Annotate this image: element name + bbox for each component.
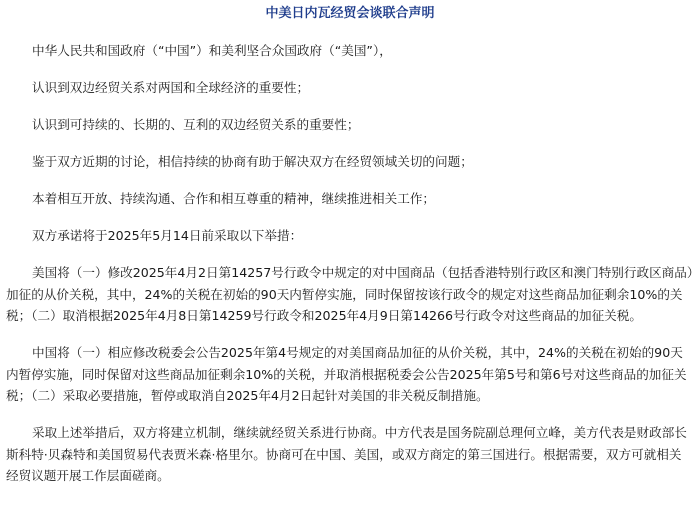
paragraph-commitment: 双方承诺将于2025年5月14日前采取以下举措： <box>32 228 303 243</box>
paragraph-mechanism: 采取上述举措后，双方将建立机制，继续就经贸关系进行协商。中方代表是国务院副总理何立峰，美方代表是财政部长斯科特·贝森特和美国贸易代表贾米森·格里尔。协商可在中国、美国，或双方商定的第三国进行。根据需要，双方可就相关经贸议题开展工作层面磋商。 <box>6 425 687 483</box>
paragraph-recent-discussions: 鉴于双方近期的讨论，相信持续的协商有助于解决双方在经贸领域关切的问题； <box>32 154 473 169</box>
paragraph-spirit: 本着相互开放、持续沟通、合作和相互尊重的精神，继续推进相关工作； <box>32 191 435 206</box>
paragraph-recognition-sustainable: 认识到可持续的、长期的、互利的双边经贸关系的重要性； <box>32 117 360 132</box>
paragraph-china-measures: 中国将（一）相应修改税委会公告2025年第4号规定的对美国商品加征的从价关税，其中，24%的关税在初始的90天内暂停实施，同时保留对这些商品加征剩余10%的关税，并取消根据税委会公告2025年第5号和第6号对这些商品的加征关税；（二）采取必要措施，暂停或取消自2025年4月2日起针对美国的非关税反制措施。 <box>6 345 687 403</box>
paragraph-us-measures: 美国将（一）修改2025年4月2日第14257号行政令中规定的对中国商品（包括香港特别行政区和澳门特别行政区商品）加征的从价关税，其中，24%的关税在初始的90天内暂停实施，同时保留按该行政令的规定对这些商品加征剩余10%的关税；（二）取消根据2025年4月8日第14259号行政令和2025年4月9日第14266号行政令对这些商品的加征关税。 <box>6 265 694 323</box>
paragraph-parties: 中华人民共和国政府（“中国”）和美利坚合众国政府（“美国”）， <box>32 43 392 58</box>
document-title: 中美日内瓦经贸会谈联合声明 <box>265 6 435 21</box>
paragraph-recognition-importance: 认识到双边经贸关系对两国和全球经济的重要性； <box>32 80 310 95</box>
